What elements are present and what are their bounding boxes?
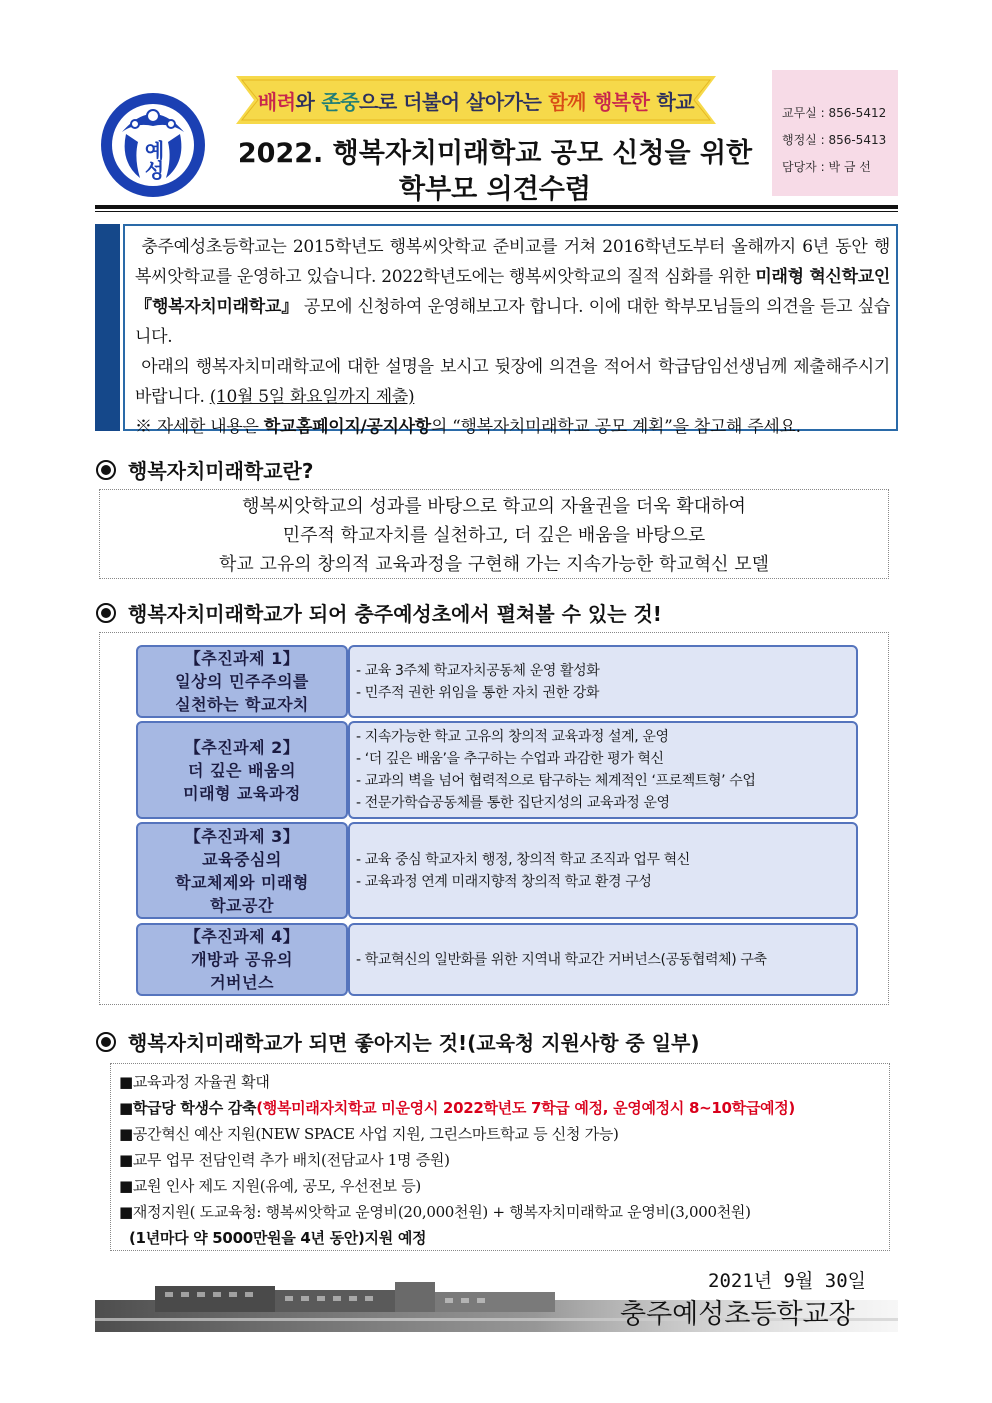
bullet-icon [96,1032,116,1052]
section-heading-3 [96,1027,700,1056]
task-item: - 전문가학습공동체를 통한 집단지성의 교육과정 운영 [356,795,670,811]
intro-text-box [123,224,898,437]
slogan-word: 함께 [548,89,586,114]
benefits-list [110,1063,890,1251]
task-item: - 민주적 권한 위임을 통한 자치 권한 강화 [356,684,599,701]
title-line-1: 2022. 행복자치미래학교 공모 신청을 위한 [237,138,753,169]
task-title-line: 일상의 민주주의를 [175,672,309,691]
task-details [348,923,858,996]
task-title [136,822,348,919]
slogan-word: 학교 [656,89,695,114]
deadline-text: (10월 5일 화요일까지 제출) [209,387,415,407]
task-title [136,923,348,996]
task-title-line: 교육중심의 [202,849,282,869]
benefit-bold-text: ■학급당 학생수 감축 [119,1099,257,1117]
bullet-icon [96,460,116,480]
contact-box [772,70,898,196]
definition-line: 민주적 학교자치를 실천하고, 더 깊은 배움을 바탕으로 [282,525,706,546]
intro-accent-bar [95,224,120,431]
benefit-item: ■교원 인사 제도 지원(유예, 공모, 우선전보 등) [119,1177,421,1195]
task-item: - 지속가능한 학교 고유의 창의적 교육과정 설계, 운영 [356,729,669,745]
contact-admin: 행정실 : 856-5413 [782,133,887,147]
intro-text: 아래의 행복자치미래학교에 대한 설명을 보시고 뒷장에 의견을 적어서 학급담임선생님께 제출해주시기 바랍니다. [135,357,890,407]
slogan-word: 행복한 [592,89,650,114]
slogan-word: 배려 [257,89,296,114]
task-label: 【추진과제 3】 [184,826,300,846]
task-item: - 교육 3주체 학교자치공동체 운영 활성화 [356,662,600,679]
task-title [136,721,348,819]
benefit-bold-text: (1년마다 약 5000만원을 4년 동안)지원 예정 [129,1229,427,1247]
document-date: 2021년 9월 30일 [708,1270,867,1292]
benefit-item: ■교육과정 자율권 확대 [119,1073,270,1091]
definition-box [99,489,889,579]
benefit-item: ■교무 업무 전담인력 추가 배치(전담교사 1명 증원) [119,1151,450,1169]
task-item: - 교과의 벽을 넘어 협력적으로 탐구하는 체계적인 ‘프로젝트형’ 수업 [356,773,756,789]
benefit-item: ■재정지원( 도교육청: 행복씨앗학교 운영비(20,000천원) + 행복자치미래학교 운영비(3,000천원) [119,1203,751,1221]
task-title-line: 더 깊은 배움의 [188,760,296,780]
intro-bold-text: 미래형 혁신학교인『행복자치미래학교』 [135,267,890,317]
task-details [348,822,858,919]
task-title-line: 학교공간 [210,895,274,915]
definition-line: 학교 고유의 창의적 교육과정을 구현해 가는 지속가능한 학교혁신 모델 [218,554,770,575]
benefit-red-note: (행복미래자치학교 미운영시 2022학년도 7학급 예정, 운영예정시 8~10학급예정) [256,1099,795,1117]
slogan-word: 으로 더불어 살아가는 [359,89,542,114]
section-heading-1 [96,455,313,484]
header-divider-thick [95,205,898,209]
task-label: 【추진과제 4】 [184,927,300,946]
intro-text: 공모에 신청하여 운영해보고자 합니다. 이에 대한 학부모님들의 의견을 듣고 싶습니다. [135,297,890,347]
task-title-line: 미래형 교육과정 [183,783,301,803]
section-heading-2 [96,598,662,627]
section-heading-text: 행복자치미래학교가 되면 좋아지는 것!(교육청 지원사항 중 일부) [128,1031,700,1055]
benefit-item: ■공간혁신 예산 지원(NEW SPACE 사업 지원, 그린스마트학교 등 신청 가능) [119,1125,619,1143]
task-label: 【추진과제 1】 [184,649,300,668]
contact-office: 교무실 : 856-5412 [782,106,887,120]
task-title-line: 거버넌스 [210,973,274,992]
task-item: - ‘더 깊은 배움’을 추구하는 수업과 과감한 평가 혁신 [356,751,664,767]
intro-text: 의 “행복자치미래학교 공모 계획”을 참고해 주세요. [430,417,801,437]
task-title-line: 학교체제와 미래형 [175,872,309,892]
title-line-2: 학부모 의견수렴 [399,174,591,205]
homepage-notice-text: 학교홈페이지/공지사항 [263,417,431,437]
benefit-item [119,1095,889,1121]
task-4 [136,923,858,996]
task-3 [136,822,858,919]
task-title-line: 개방과 공유의 [191,950,293,969]
slogan-word: 존중 [321,89,360,114]
slogan-banner [236,76,716,124]
task-details [348,721,858,819]
header-divider-thin [95,211,898,212]
task-1 [136,645,858,718]
task-item: - 학교혁신의 일반화를 위한 지역내 학교간 거버넌스(공동협력체) 구축 [356,951,767,968]
task-label: 【추진과제 2】 [184,737,300,757]
bullet-icon [96,603,116,623]
school-emblem-logo [100,92,206,198]
page-title [218,136,772,208]
definition-line: 행복씨앗학교의 성과를 바탕으로 학교의 자율권을 더욱 확대하여 [242,496,746,517]
intro-text: 충주예성초등학교는 2015학년도 행복씨앗학교 준비교를 거쳐 2016학년도부터 올해까지 6년 동안 행복씨앗학교를 운영하고 있습니다. 2022학년도에는 행복씨앗학교의 질적 심화를 위한 [135,237,890,287]
section-heading-text: 행복자치미래학교란? [128,459,314,483]
task-title [136,645,348,718]
logo-text: 예성 [141,140,165,180]
intro-text: ※ 자세한 내용은 [135,417,264,437]
intro-paragraph-3 [135,412,890,442]
benefit-item [119,1225,889,1251]
intro-paragraph-2 [135,352,890,412]
contact-person: 담당자 : 박 금 선 [782,160,871,174]
task-title-line: 실천하는 학교자치 [175,695,309,714]
slogan-word: 와 [295,89,315,114]
task-2 [136,721,858,819]
section-heading-text: 행복자치미래학교가 되어 충주예성초에서 펼쳐볼 수 있는 것! [128,602,662,626]
principal-signature: 충주예성초등학교장 [620,1299,855,1330]
task-item: - 교육 중심 학교자치 행정, 창의적 학교 조직과 업무 혁신 [356,851,690,868]
task-details [348,645,858,718]
intro-paragraph-1 [135,232,890,352]
task-item: - 교육과정 연계 미래지향적 창의적 학교 환경 구성 [356,873,652,890]
